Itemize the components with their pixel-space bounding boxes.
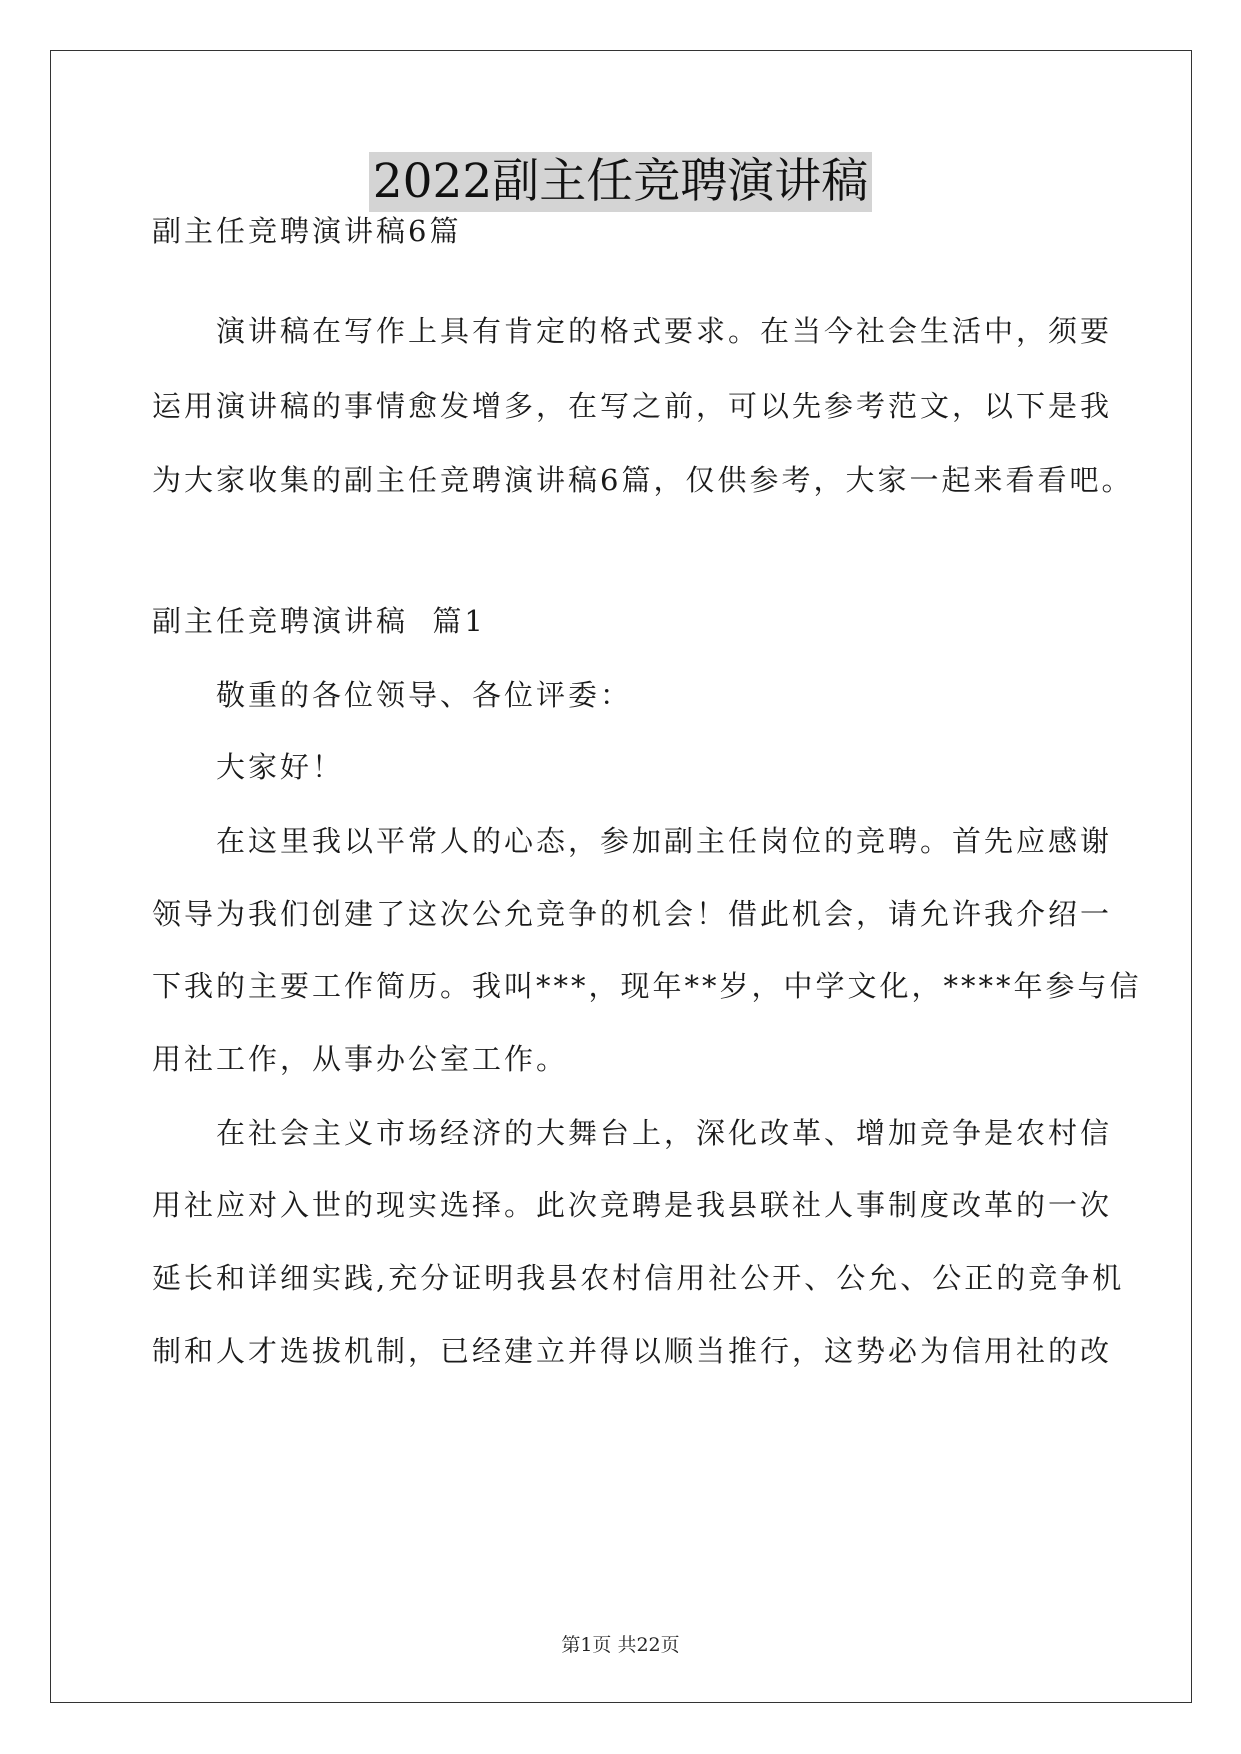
- body-line-2: 大家好！: [152, 750, 345, 784]
- body-line-1: 敬重的各位领导、各位评委：: [152, 678, 633, 712]
- body-line-5: 下我的主要工作简历。我叫***，现年**岁，中学文化，****年参与信: [152, 969, 1142, 1003]
- document-subtitle: 副主任竞聘演讲稿6篇: [152, 214, 462, 248]
- intro-line-3: 为大家收集的副主任竞聘演讲稿6篇，仅供参考，大家一起来看看吧。: [152, 463, 1134, 497]
- body-line-8: 用社应对入世的现实选择。此次竞聘是我县联社人事制度改革的一次: [152, 1188, 1113, 1222]
- body-line-4: 领导为我们创建了这次公允竞争的机会！借此机会，请允许我介绍一: [152, 897, 1113, 931]
- page-number-footer: 第1页 共22页: [561, 1634, 680, 1656]
- body-line-10: 制和人才选拔机制，已经建立并得以顺当推行，这势必为信用社的改: [152, 1334, 1113, 1368]
- body-line-9: 延长和详细实践,充分证明我县农村信用社公开、公允、公正的竞争机: [152, 1261, 1125, 1295]
- document-title: 2022副主任竞聘演讲稿: [369, 152, 873, 212]
- body-line-3: 在这里我以平常人的心态，参加副主任岗位的竞聘。首先应感谢: [152, 824, 1113, 858]
- section-heading: 副主任竞聘演讲稿 篇1: [152, 604, 486, 638]
- intro-line-2: 运用演讲稿的事情愈发增多，在写之前，可以先参考范文，以下是我: [152, 389, 1113, 423]
- body-line-7: 在社会主义市场经济的大舞台上，深化改革、增加竞争是农村信: [152, 1116, 1113, 1150]
- intro-line-1: 演讲稿在写作上具有肯定的格式要求。在当今社会生活中，须要: [152, 314, 1113, 348]
- body-line-6: 用社工作，从事办公室工作。: [152, 1042, 569, 1076]
